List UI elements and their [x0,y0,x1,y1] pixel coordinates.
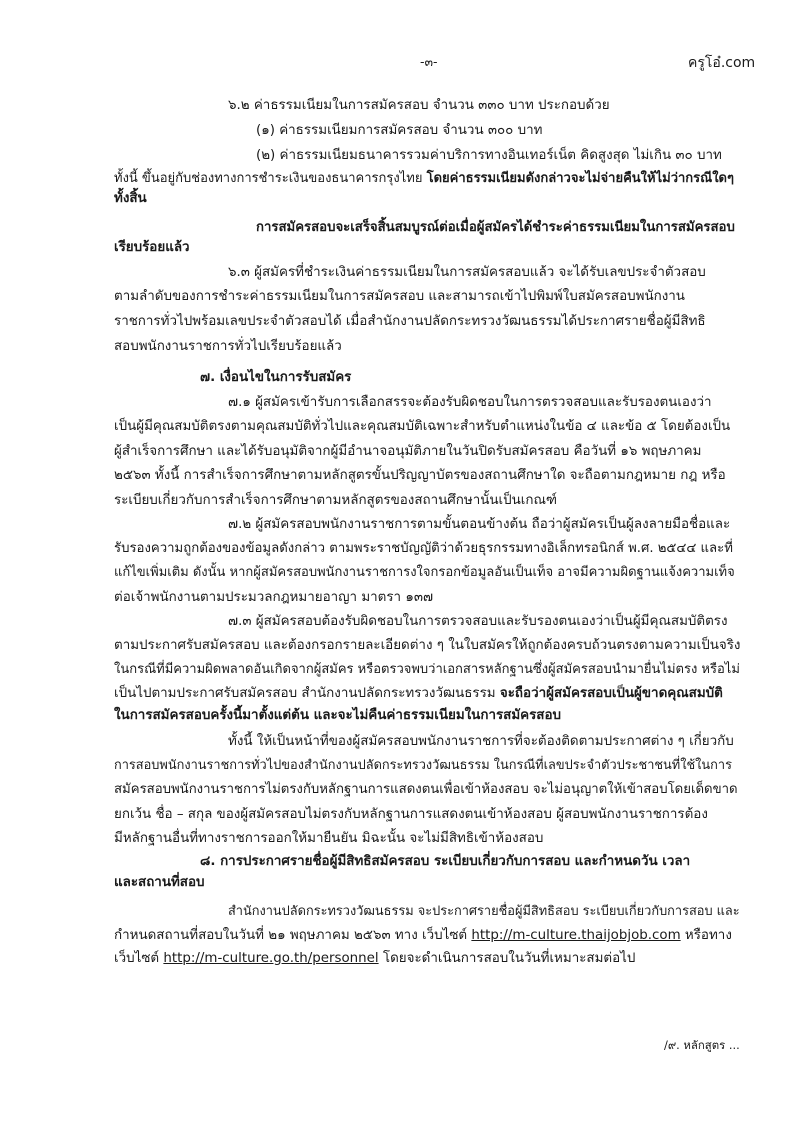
section-8-heading-line-1: ๘. การประกาศรายชื่อผู้มีสิทธิสมัครสอบ ระเบียบเกี่ยวกับการสอบ และกำหนดวัน เวลา [200,854,691,869]
item-7-2-line: ๗.๒ ผู้สมัครสอบพนักงานราชการตามขั้นตอนข้างต้น ถือว่าผู้สมัครเป็นผู้ลงลายมือชื่อและ [228,517,731,532]
fee-note-plain: ทั้งนี้ ขึ้นอยู่กับช่องทางการชำระเงินของธนาคารกรุงไทย [114,171,423,186]
item-7-1-line: ๒๕๖๓ ทั้งนี้ การสำเร็จการศึกษาตามหลักสูตรขั้นปริญญาบัตรของสถานศึกษาใด จะถือตามกฎหมาย กฎ หรือ [114,468,726,483]
section-8-body-line-2 [114,927,732,945]
complete-line-1: การสมัครสอบจะเสร็จสิ้นสมบูรณ์ต่อเมื่อผู้สมัครได้ชำระค่าธรรมเนียมในการสมัครสอบ [256,220,735,235]
section-8-body-line-3-b: โดยจะดำเนินการสอบในวันที่เหมาะสมต่อไป [382,951,636,966]
complete-line-2: เรียบร้อยแล้ว [114,240,190,255]
duty-line: สมัครสอบพนักงานราชการไม่ตรงกับหลักฐานการแสดงตนเพื่อเข้าห้องสอบ จะไม่อนุญาตให้เข้าสอบโดยเด็ดขาด [114,782,738,797]
next-page-marker: /๙. หลักสูตร ... [664,1038,740,1052]
duty-line: ยกเว้น ชื่อ – สกุล ของผู้สมัครสอบไม่ตรงกับหลักฐานการแสดงตนเข้าห้องสอบ ผู้สอบพนักงานราชการต้อง [114,807,708,822]
item-7-2-line: รับรองความถูกต้องของข้อมูลดังกล่าว ตามพระราชบัญญัติว่าด้วยธุรกรรมทางอิเล็กทรอนิกส์ พ.ศ. ๒๕๔๔ และที่ [114,541,733,556]
item-7-3-line-4-plain: เป็นไปตามประกาศรับสมัครสอบ สำนักงานปลัดกระทรวงวัฒนธรรม [114,686,496,701]
fee-note-bold: โดยค่าธรรมเนียมดังกล่าวจะไม่จ่ายคืนให้ไม่ว่ากรณีใดๆ [426,171,734,186]
item-6-3-line: ๖.๓ ผู้สมัครที่ชำระเงินค่าธรรมเนียมในการสมัครสอบแล้ว จะได้รับเลขประจำตัวสอบ [228,265,706,280]
item-7-3-line-5: ในการสมัครสอบครั้งนี้มาตั้งแต่ต้น และจะไม่คืนค่าธรรมเนียมในการสมัครสอบ [114,708,562,723]
section-8-heading-line-2: และสถานที่สอบ [114,875,205,890]
item-6-2-sub2: (๒) ค่าธรรมเนียมธนาคารรวมค่าบริการทางอินเทอร์เน็ต คิดสูงสุด ไม่เกิน ๓๐ บาท [256,148,722,163]
item-6-3-line: สอบพนักงานราชการทั่วไปเรียบร้อยแล้ว [114,339,342,354]
item-6-2: ๖.๒ ค่าธรรมเนียมในการสมัครสอบ จำนวน ๓๓๐ บาท ประกอบด้วย [228,98,610,113]
item-7-2-line: ต่อเจ้าพนักงานตามประมวลกฎหมายอาญา มาตรา ๑๓๗ [114,590,434,605]
duty-line: การสอบพนักงานราชการทั่วไปของสำนักงานปลัดกระทรวงวัฒนธรรม ในกรณีที่เลขประจำตัวประชาชนที่ใช้ในการ [114,758,732,773]
item-7-1-line: เป็นผู้มีคุณสมบัติตรงตามคุณสมบัติทั่วไปและคุณสมบัติเฉพาะสำหรับตำแหน่งในข้อ ๔ และข้อ ๕ โดยต้องเป็น [114,419,731,434]
item-7-3-line: ในกรณีที่มีความผิดพลาดอันเกิดจากผู้สมัคร หรือตรวจพบว่าเอกสารหลักฐานซึ่งผู้สมัครสอบนำมายื่นไม่ตรง หรือไม่ [114,662,740,677]
item-7-3-line: ตามประกาศรับสมัครสอบ และต้องกรอกรายละเอียดต่าง ๆ ในใบสมัครให้ถูกต้องครบถ้วนตรงตามความเป็นจริง [114,638,741,653]
fee-note-end: ทั้งสิ้น [114,191,147,206]
section-8-body-line-3 [114,950,635,968]
item-6-3-line: ราชการทั่วไปพร้อมเลขประจำตัวสอบได้ เมื่อสำนักงานปลัดกระทรวงวัฒนธรรมได้ประกาศรายชื่อผู้มีสิทธิ [114,314,706,329]
section-7-heading: ๗. เงื่อนไขในการรับสมัคร [200,370,352,385]
item-7-1-line: ๗.๑ ผู้สมัครเข้ารับการเลือกสรรจะต้องรับผิดชอบในการตรวจสอบและรับรองตนเองว่า [228,395,712,410]
section-8-body-line-1: สำนักงานปลัดกระทรวงวัฒนธรรม จะประกาศรายชื่อผู้มีสิทธิสอบ ระเบียบเกี่ยวกับการสอบ และ [228,904,740,919]
item-7-3-line: ๗.๓ ผู้สมัครสอบต้องรับผิดชอบในการตรวจสอบและรับรองตนเองว่าเป็นผู้มีคุณสมบัติตรง [228,614,728,629]
item-6-2-sub1: (๑) ค่าธรรมเนียมการสมัครสอบ จำนวน ๓๐๐ บาท [256,123,543,138]
fee-note [114,170,734,188]
item-7-3-line-4-bold: จะถือว่าผู้สมัครสอบเป็นผู้ขาดคุณสมบัติ [499,686,723,701]
item-7-3-line-4 [114,685,723,703]
duty-line: ทั้งนี้ ให้เป็นหน้าที่ของผู้สมัครสอบพนักงานราชการที่จะต้องติดตามประกาศต่าง ๆ เกี่ยวกับ [228,734,734,749]
thaijobjob-link[interactable]: http://m-culture.thaijobjob.com [471,928,681,943]
section-8-body-line-3-a: เว็บไซต์ [114,951,160,966]
site-watermark: ครูโอ๋.com [688,55,756,71]
section-8-body-line-2-b: หรือทาง [684,928,732,943]
duty-line: มีหลักฐานอื่นที่ทางราชการออกให้มายืนยัน มิฉะนั้น จะไม่มีสิทธิเข้าห้องสอบ [114,831,544,846]
item-7-1-line: ระเบียบเกี่ยวกับการสำเร็จการศึกษาตามหลักสูตรของสถานศึกษานั้นเป็นเกณฑ์ [114,493,558,508]
item-7-1-line: ผู้สำเร็จการศึกษา และได้รับอนุมัติจากผู้มีอำนาจอนุมัติภายในวันปิดรับสมัครสอบ คือวันที่ ๑๖ พฤษภาคม [114,444,702,459]
item-6-3-line: ตามลำดับของการชำระค่าธรรมเนียมในการสมัครสอบ และสามารถเข้าไปพิมพ์ใบสมัครสอบพนักงาน [114,289,685,304]
section-8-body-line-2-a: กำหนดสถานที่สอบในวันที่ ๒๑ พฤษภาคม ๒๕๖๓ ทาง เว็บไซต์ [114,928,468,943]
item-7-2-line: แก้ไขเพิ่มเติม ดังนั้น หากผู้สมัครสอบพนักงานราชการงใจกรอกข้อมูลอันเป็นเท็จ อาจมีความผิดฐานแจ้งความเท็จ [114,565,735,580]
personnel-link[interactable]: http://m-culture.go.th/personnel [163,951,379,966]
page-number: -๓- [420,54,438,69]
